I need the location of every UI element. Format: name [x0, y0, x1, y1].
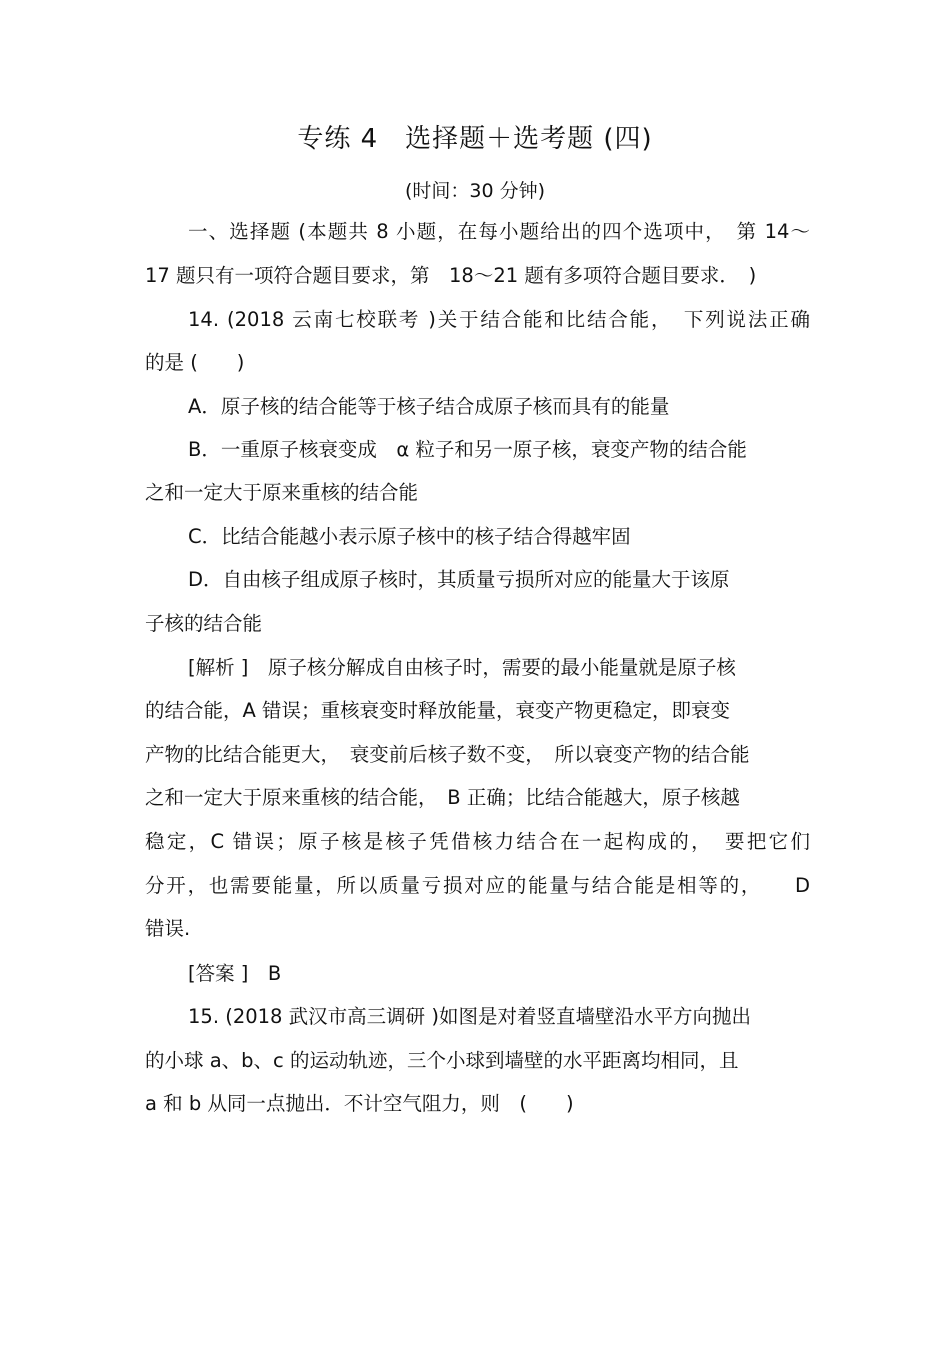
- section-intro-line: 一、选择题 (本题共 8 小题，在每小题给出的四个选项中， 第 14～: [188, 220, 810, 243]
- question-14-stem: 14. (2018 云南七校联考 )关于结合能和比结合能， 下列说法正确: [188, 308, 810, 331]
- analysis-line: 产物的比结合能更大， 衰变前后核子数不变， 所以衰变产物的结合能: [145, 743, 750, 766]
- question-15-stem: 的小球 a、b、c 的运动轨迹，三个小球到墙壁的水平距离均相同，且: [145, 1049, 739, 1072]
- option-b: B．一重原子核衰变成 α 粒子和另一原子核，衰变产物的结合能: [188, 438, 747, 461]
- time-limit: (时间：30 分钟): [404, 180, 546, 202]
- option-b: 之和一定大于原来重核的结合能: [145, 481, 419, 504]
- analysis-line: [解析 ] 原子核分解成自由核子时，需要的最小能量就是原子核: [188, 656, 736, 679]
- question-15-stem: 15. (2018 武汉市高三调研 )如图是对着竖直墙壁沿水平方向抛出: [188, 1005, 751, 1028]
- question-14-stem: 的是 ( ): [145, 351, 245, 374]
- option-d: D．自由核子组成原子核时，其质量亏损所对应的能量大于该原: [188, 568, 730, 591]
- section-intro-line: 17 题只有一项符合题目要求，第 18～21 题有多项符合题目要求． ): [145, 264, 757, 287]
- analysis-line: 分开，也需要能量，所以质量亏损对应的能量与结合能是相等的， D: [145, 874, 810, 897]
- analysis-line: 之和一定大于原来重核的结合能， B 正确；比结合能越大，原子核越: [145, 786, 740, 809]
- option-d: 子核的结合能: [145, 612, 263, 635]
- analysis-line: 稳定，C 错误；原子核是核子凭借核力结合在一起构成的， 要把它们: [145, 830, 810, 853]
- page-title: 专练 4 选择题＋选考题 (四): [297, 124, 653, 154]
- option-c: C．比结合能越小表示原子核中的核子结合得越牢固: [188, 525, 631, 548]
- analysis-line: 的结合能，A 错误；重核衰变时释放能量，衰变产物更稳定，即衰变: [145, 699, 731, 722]
- analysis-line: 错误.: [145, 917, 191, 940]
- answer: [答案 ] B: [188, 962, 282, 985]
- option-a: A．原子核的结合能等于核子结合成原子核而具有的能量: [188, 395, 670, 418]
- question-15-stem: a 和 b 从同一点抛出．不计空气阻力，则 ( ): [145, 1092, 574, 1115]
